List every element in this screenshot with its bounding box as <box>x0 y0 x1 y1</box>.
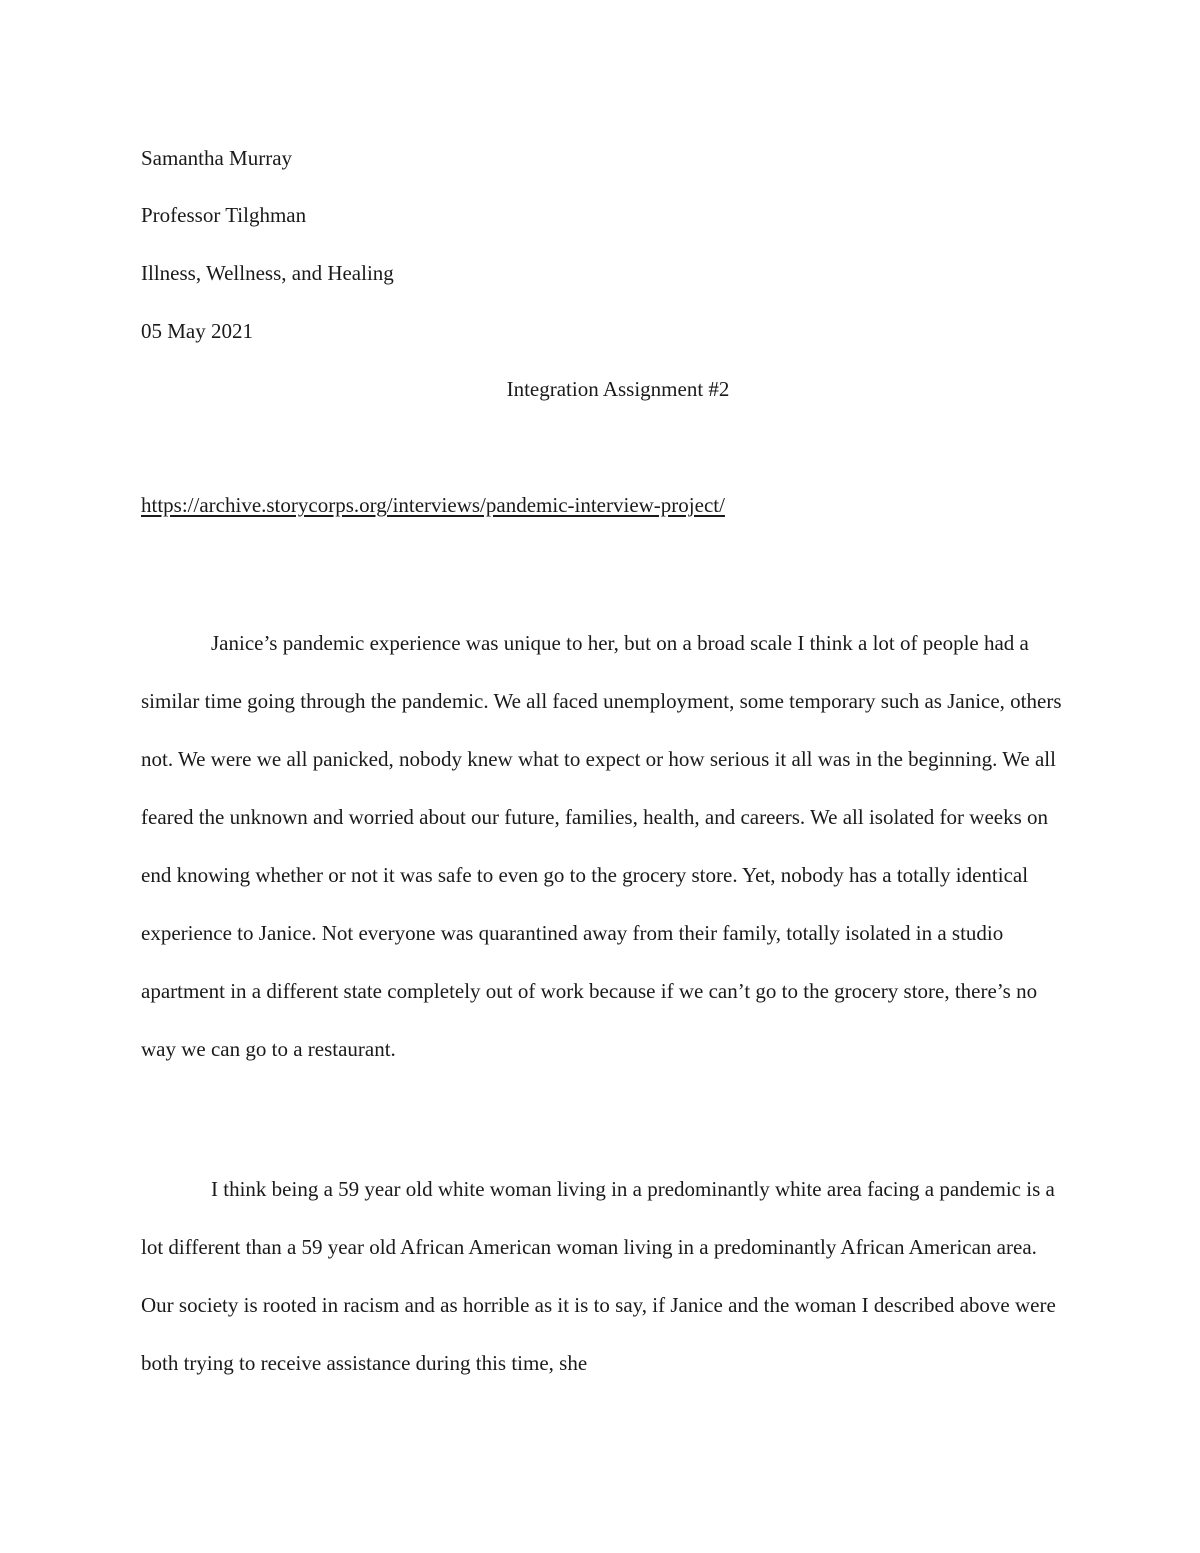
instructor-name: Professor Tilghman <box>141 203 307 227</box>
body-paragraph-2: I think being a 59 year old white woman living in a predominantly white area facing a pandemic is a lot different than a 59 year old African American woman living in a predominantly African American area. Our society is rooted in racism and as horrible as it is to say, if Janice and the woman I described above were both trying to receive assistance during this time, she <box>141 1177 1056 1375</box>
source-link[interactable]: https://archive.storycorps.org/interviews/pandemic-interview-project/ <box>141 493 725 517</box>
course-name: Illness, Wellness, and Healing <box>141 261 394 285</box>
author-name: Samantha Murray <box>141 146 293 170</box>
body-paragraph-1: Janice’s pandemic experience was unique to her, but on a broad scale I think a lot of people had a similar time going through the pandemic. We all faced unemployment, some temporary such as Janice, others not. We were we all panicked, nobody knew what to expect or how serious it all was in the beginning. We all feared the unknown and worried about our future, families, health, and careers. We all isolated for weeks on end knowing whether or not it was safe to even go to the grocery store. Yet, nobody has a totally identical experience to Janice. Not everyone was quarantined away from their family, totally isolated in a studio apartment in a different state completely out of work because if we can’t go to the grocery store, there’s no way we can go to a restaurant. <box>141 631 1062 1061</box>
document-title: Integration Assignment #2 <box>506 377 730 401</box>
document-date: 05 May 2021 <box>141 319 253 343</box>
